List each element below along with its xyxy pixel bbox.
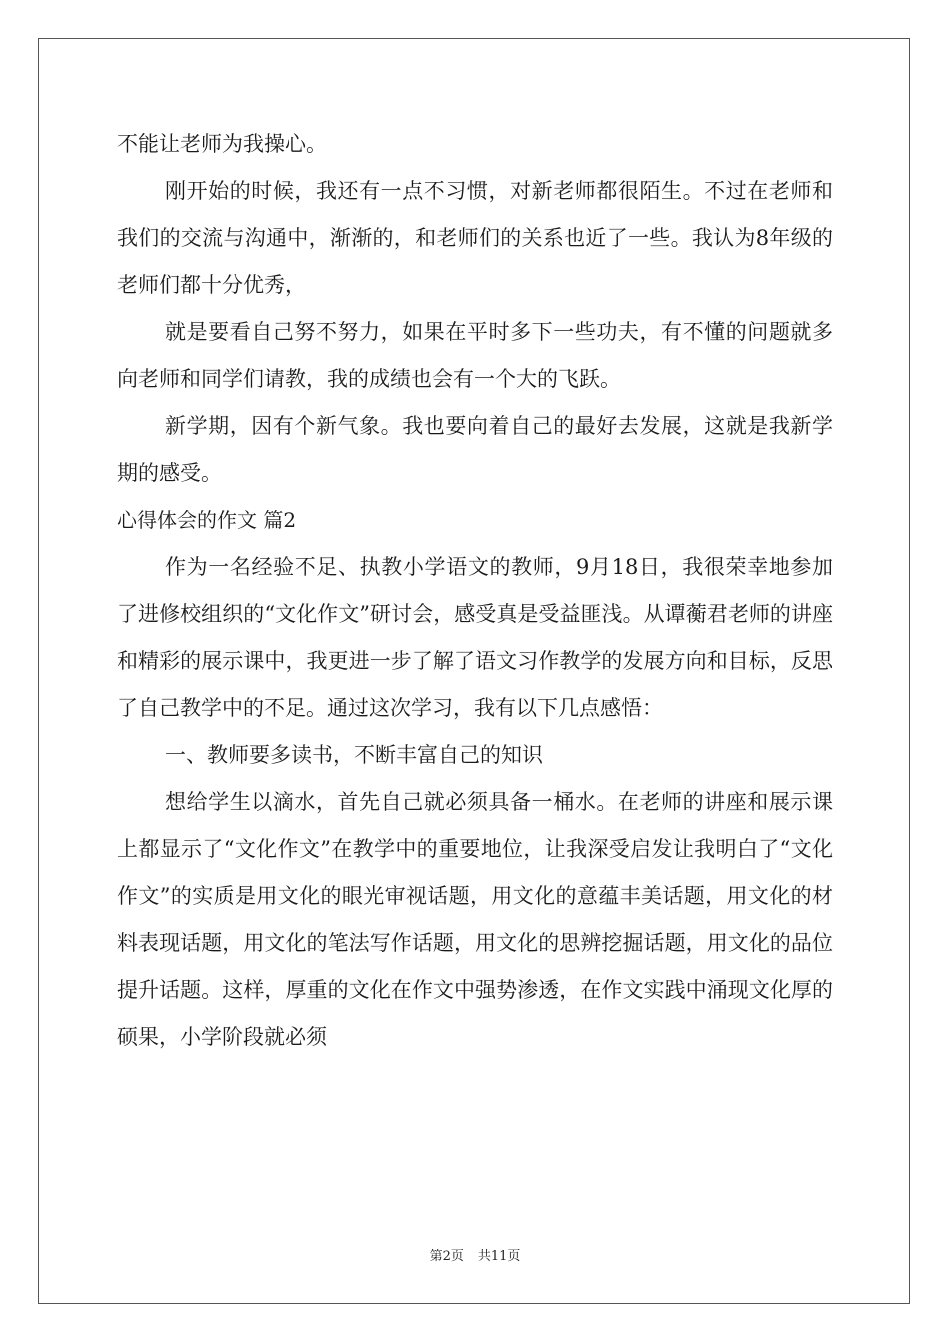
page-footer [0, 1245, 950, 1264]
paragraph: 刚开始的时候，我还有一点不习惯，对新老师都很陌生。不过在老师和我们的交流与沟通中，渐渐的，和老师们的关系也近了一些。我认为8年级的老师们都十分优秀， [117, 179, 833, 297]
paragraph: 作为一名经验不足、执教小学语文的教师，9月18日，我很荣幸地参加了进修校组织的“文化作文”研讨会，感受真是受益匪浅。从谭蘅君老师的讲座和精彩的展示课中，我更进一步了解了语文习作教学的发展方向和目标，反思了自己教学中的不足。通过这次学习，我有以下几点感悟： [117, 555, 833, 720]
total-pages: 共11页 [477, 1249, 521, 1264]
paragraph: 想给学生以滴水，首先自己就必须具备一桶水。在老师的讲座和展示课上都显示了“文化作文”在教学中的重要地位，让我深受启发让我明白了“文化作文”的实质是用文化的眼光审视话题，用文化的意蕴丰美话题，用文化的材料表现话题，用文化的笔法写作话题，用文化的思辨挖掘话题，用文化的品位提升话题。这样，厚重的文化在作文中强势渗透，在作文实践中涌现文化厚的硕果，小学阶段就必须 [117, 790, 833, 1049]
paragraph: 就是要看自己努不努力，如果在平时多下一些功夫，有不懂的问题就多向老师和同学们请教，我的成绩也会有一个大的飞跃。 [117, 320, 833, 391]
paragraph: 不能让老师为我操心。 [117, 132, 327, 156]
page-number: 第2页 [429, 1249, 464, 1264]
paragraph: 新学期，因有个新气象。我也要向着自己的最好去发展，这就是我新学期的感受。 [117, 414, 833, 485]
document-body [117, 121, 833, 1061]
paragraph: 一、教师要多读书，不断丰富自己的知识 [165, 743, 543, 767]
section-heading: 心得体会的作文 篇2 [117, 508, 297, 532]
